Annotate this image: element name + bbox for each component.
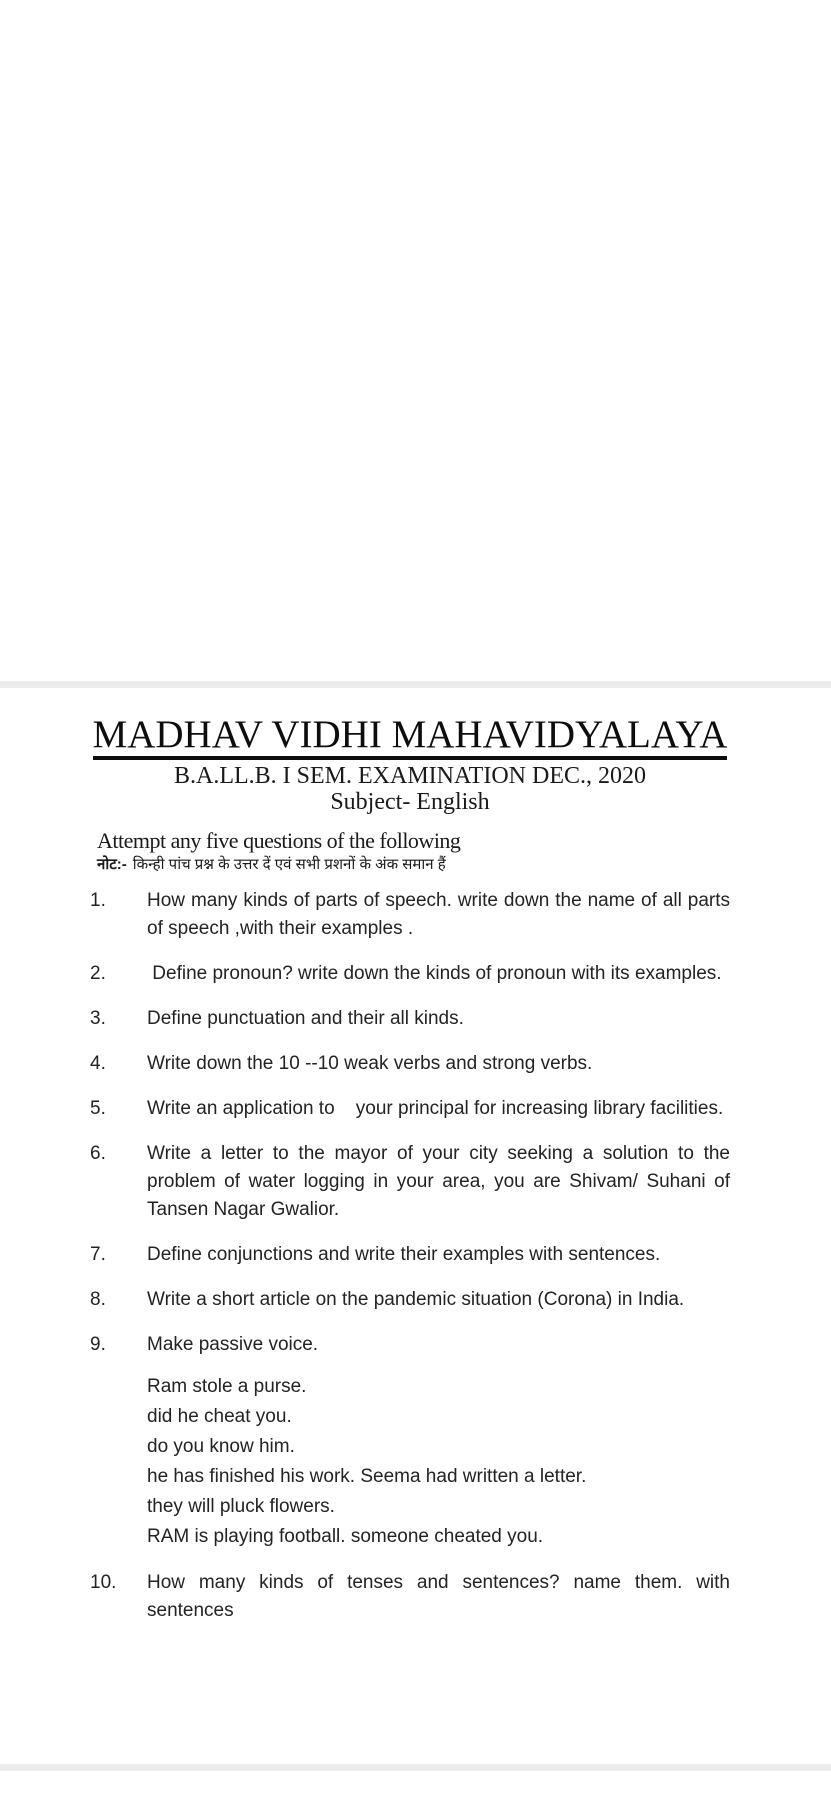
page-separator-top [0,681,831,688]
question-item-4 [90,1050,730,1078]
exam-paper-page [0,688,831,1642]
instruction-hindi-note [97,854,730,876]
subject-subtitle: Subject- English [330,789,490,815]
instruction-english: Attempt any five questions of the following [97,828,461,853]
question-text: Write a short article on the pandemic situation (Corona) in India. [147,1289,685,1310]
question-item-1 [90,887,736,943]
exam-session-subtitle: B.A.LL.B. I SEM. EXAMINATION DEC., 2020 [174,763,646,789]
question-item-8 [90,1286,730,1314]
question-number: 8. [90,1289,106,1310]
q9-sentence-3: do you know him. [147,1436,295,1457]
q9-passive-voice-sentences [147,1372,730,1552]
question-list [90,887,736,1625]
question-number: 4. [90,1053,106,1074]
note-text: किन्ही पांच प्रश्न के उत्तर दें एवं सभी प्रशनों के अंक समान हैं [132,856,446,873]
question-number: 7. [90,1244,106,1265]
question-text: Write down the 10 --10 weak verbs and strong verbs. [147,1053,593,1074]
question-text: Make passive voice. [147,1334,319,1355]
title-wrap [90,715,730,760]
question-number: 5. [90,1098,106,1119]
question-text: How many kinds of tenses and sentences? name them. with sentences [147,1572,736,1621]
question-number: 9. [90,1334,106,1355]
question-number: 10. [90,1572,117,1593]
question-number: 6. [90,1143,106,1164]
question-item-6 [90,1140,736,1224]
question-item-2 [90,960,730,988]
question-number: 2. [90,963,106,984]
college-title: MADHAV VIDHI MAHAVIDYALAYA [93,715,728,760]
question-number: 3. [90,1008,106,1029]
q9-sentence-4: he has finished his work. Seema had written a letter. [147,1466,587,1487]
q9-sentence-6: RAM is playing football. someone cheated you. [147,1526,544,1547]
question-text: Write a letter to the mayor of your city seeking a solution to the problem of water logging in your area, you are Shivam/ Suhani of Tansen Nagar Gwalior. [147,1143,736,1220]
question-text: Define pronoun? write down the kinds of pronoun with its examples. [147,963,722,984]
q9-sentence-1: Ram stole a purse. [147,1376,307,1397]
question-item-7 [90,1241,730,1269]
q9-sentence-5: they will pluck flowers. [147,1496,335,1517]
question-text: Write an application to your principal for increasing library facilities. [147,1098,724,1119]
question-text: Define conjunctions and write their examples with sentences. [147,1244,661,1265]
question-item-9 [90,1331,730,1552]
page-separator-bottom [0,1764,831,1771]
question-number: 1. [90,890,106,911]
question-item-3 [90,1005,730,1033]
question-item-5 [90,1095,730,1123]
note-label: नोट:- [97,856,127,873]
question-text: Define punctuation and their all kinds. [147,1008,464,1029]
question-text: How many kinds of parts of speech. write down the name of all parts of speech ,with their examples . [147,890,736,939]
page-content [90,688,736,1625]
q9-sentence-2: did he cheat you. [147,1406,292,1427]
question-item-10 [90,1569,736,1625]
